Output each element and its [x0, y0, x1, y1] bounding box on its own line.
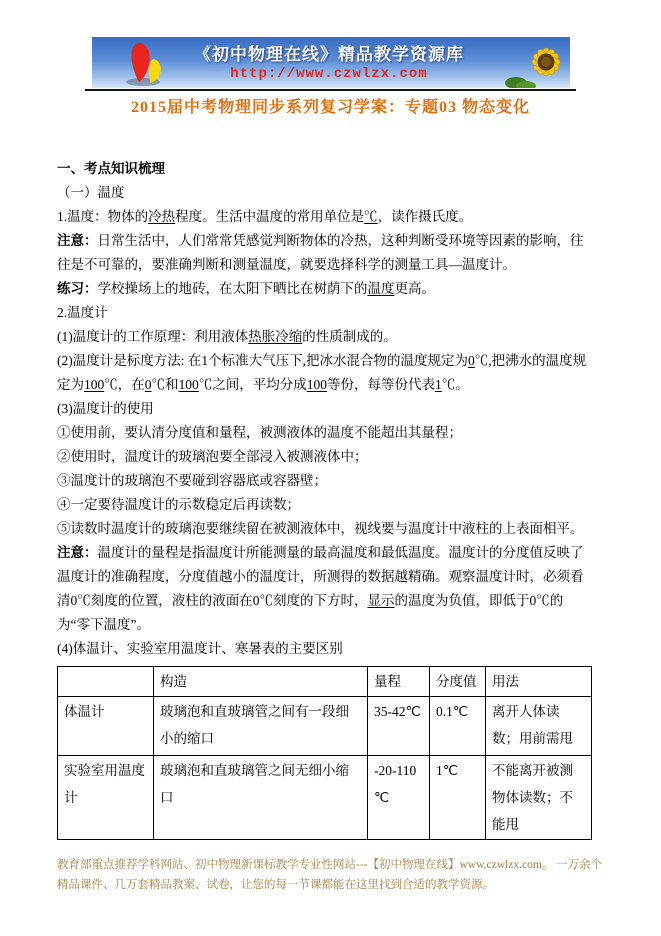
text-segment: 冷热: [148, 209, 176, 224]
text-segment: 温度计的量程是指温度计所能测量的最高温度和最低温度。温度计的分度值反映了温度计的准确程度，分度值越小的温度计，所测得的数据越精确。观察温度计时，必须看清0℃刻度的位置，液柱的液面在0℃刻度的下方时，: [57, 545, 584, 608]
text-segment: 注意：: [57, 545, 98, 560]
text-segment: ℃之间，平均分成: [198, 377, 307, 392]
text-segment: 显示: [367, 593, 395, 608]
paragraph: [57, 493, 591, 517]
text-segment: (3)温度计的使用: [57, 401, 154, 416]
text-segment: 注意：: [57, 233, 98, 248]
site-banner: [92, 37, 570, 88]
paragraph: [57, 277, 591, 301]
table-row: [58, 697, 592, 756]
table-cell: 不能离开被测物体读数；不能甩: [486, 756, 592, 840]
paragraphs-container: [57, 157, 591, 661]
text-segment: 100: [306, 377, 327, 392]
paragraph: [57, 469, 591, 493]
text-segment: ℃，在: [104, 377, 145, 392]
banner-divider: [85, 89, 576, 91]
paragraph: [57, 349, 591, 397]
text-segment: 1.温度：物体的: [57, 209, 149, 224]
text-segment: ①使用前，要认清分度值和量程，被测液体的温度不能超出其量程；: [57, 425, 462, 440]
text-segment: 更高。: [394, 281, 435, 296]
text-segment: 练习：: [57, 281, 98, 296]
paragraph: [57, 325, 591, 349]
paragraph: [57, 637, 591, 661]
text-segment: 热胀冷缩: [248, 329, 303, 344]
table-cell: 体温计: [58, 697, 154, 756]
text-segment: ，读作摄氏度。: [377, 209, 473, 224]
table-cell: -20-110 ℃: [368, 756, 430, 840]
paragraph: [57, 421, 591, 445]
table-cell: 实验室用温度计: [58, 756, 154, 840]
banner-site-title: 《初中物理在线》精品教学资源库: [194, 45, 464, 64]
text-segment: 温度: [367, 281, 395, 296]
text-segment: （一）温度: [57, 185, 125, 200]
table-header-cell: 量程: [368, 667, 430, 697]
text-segment: 的性质制成的。: [302, 329, 397, 344]
text-segment: 程度。生活中温度的常用单位是: [175, 209, 365, 224]
text-segment: (1)温度计的工作原理：利用液体: [57, 329, 249, 344]
text-segment: 1: [435, 377, 442, 392]
text-segment: 0: [468, 353, 475, 368]
paragraph: [57, 229, 591, 277]
document-title: 2015届中考物理同步系列复习学案：专题03 物态变化: [130, 99, 530, 116]
paragraph: [57, 181, 591, 205]
text-segment: ③温度计的玻璃泡不要碰到容器底或容器壁；: [57, 473, 327, 488]
thermometer-comparison-table: [57, 666, 592, 840]
text-segment: 2.温度计: [57, 305, 108, 320]
text-segment: 100: [84, 377, 105, 392]
table-header-cell: 构造: [154, 667, 368, 697]
paragraph: [57, 397, 591, 421]
table-row: [58, 756, 592, 840]
banner-text-block: [152, 40, 506, 82]
text-segment: 日常生活中，人们常常凭感觉判断物体的冷热，这种判断受环境等因素的影响，往往是不可靠的，要准确判断和测量温度，就要选择科学的测量工具—温度计。: [57, 233, 584, 272]
text-segment: (2)温度计是标度方法: 在1个标准大气压下,把冰水混合物的温度规定为: [57, 353, 468, 368]
paragraph: [57, 517, 591, 541]
text-segment: ②使用时，温度计的玻璃泡要全部浸入被测液体中；: [57, 449, 368, 464]
paragraph: [57, 541, 591, 637]
text-segment: ④一定要待温度计的示数稳定后再读数；: [57, 497, 300, 512]
text-segment: 一、考点知识梳理: [57, 161, 165, 176]
paragraph: [57, 205, 591, 229]
text-segment: ⑤读数时温度计的玻璃泡要继续留在被测液体中，视线要与温度计中液柱的上表面相平。: [57, 521, 584, 536]
document-body: [57, 157, 591, 840]
table-cell: 离开人体读数；用前需甩: [486, 697, 592, 756]
table-header-cell: [58, 667, 154, 697]
table-header-cell: 用法: [486, 667, 592, 697]
banner-site-url[interactable]: http://www.czwlzx.com: [230, 66, 428, 82]
table-cell: 玻璃泡和直玻璃管之间有一段细小的缩口: [154, 697, 368, 756]
text-segment: (4)体温计、实验室用温度计、寒暑表的主要区别: [57, 641, 343, 656]
table-cell: 1℃: [430, 756, 486, 840]
table-cell: 35-42℃: [368, 697, 430, 756]
text-segment: ℃。: [441, 377, 469, 392]
paragraph: [57, 445, 591, 469]
text-segment: 的温度为负值，即低于0℃的为“零下温度”。: [57, 593, 564, 632]
text-segment: ℃: [364, 209, 378, 224]
text-segment: 100: [178, 377, 199, 392]
text-segment: 0: [144, 377, 152, 392]
paragraph: [57, 157, 591, 181]
table-cell: 0.1℃: [430, 697, 486, 756]
table-header-cell: 分度值: [430, 667, 486, 697]
text-segment: 等份，每等份代表: [327, 377, 435, 392]
table-cell: 玻璃泡和直玻璃管之间无细小缩口: [154, 756, 368, 840]
footer-promo-text: 教育部重点推荐学科网站、初中物理新课标教学专业性网站---【初中物理在线】www.czwlzx.com。 一万余个精品课件、几万套精品教案、试卷，让您的每一节课都能在这里找到合适的教学资源。: [57, 859, 603, 891]
sunflower-icon: [504, 38, 568, 88]
table-header-row: [58, 667, 592, 697]
text-segment: 学校操场上的地砖，在太阳下晒比在树荫下的: [97, 281, 368, 296]
text-segment: ℃,把沸水的温度规定为: [57, 353, 587, 392]
paragraph: [57, 301, 591, 325]
text-segment: ℃和: [151, 377, 179, 392]
